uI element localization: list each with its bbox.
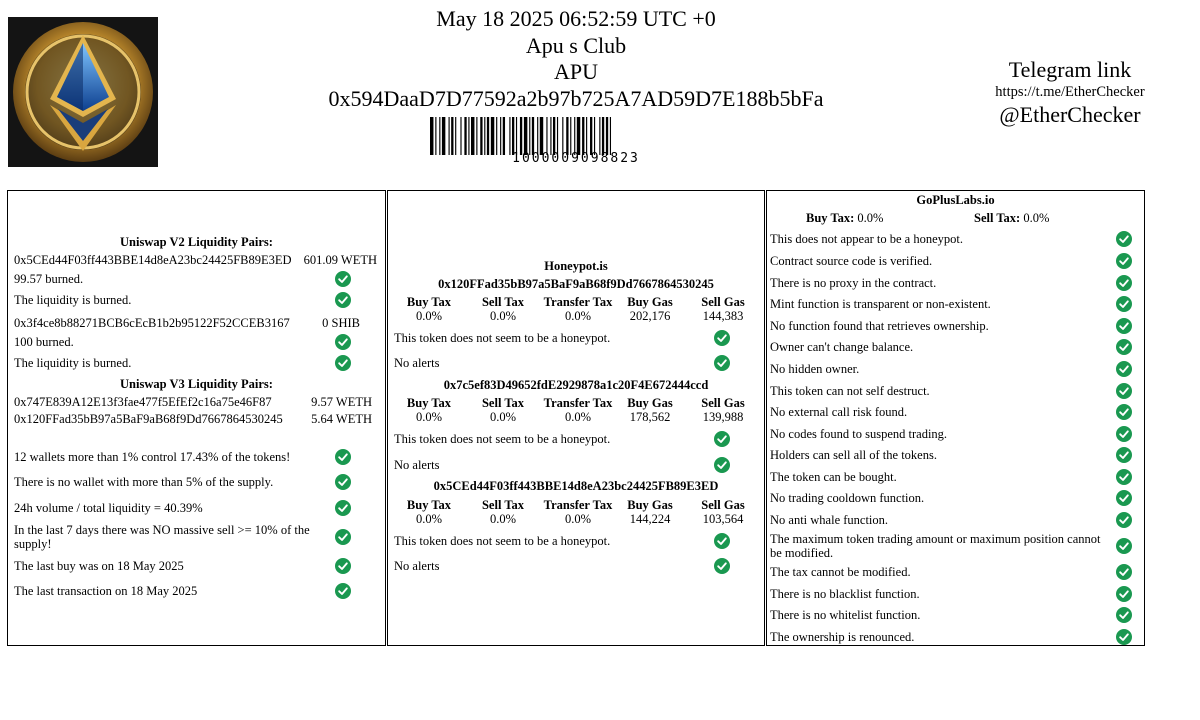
col-header: Sell Tax	[481, 498, 525, 512]
buy-gas-value: 202,176	[629, 309, 671, 323]
buy-tax-value: 0.0%	[415, 512, 443, 526]
alerts-text: No alerts	[394, 356, 440, 370]
check-text: No trading cooldown function.	[770, 491, 925, 505]
check-icon	[1116, 447, 1132, 463]
sell-gas-value: 103,564	[702, 512, 744, 526]
check-text: 12 wallets more than 1% control 17.43% of the tokens!	[14, 450, 291, 464]
check-text: The last transaction on 18 May 2025	[14, 584, 198, 598]
sell-tax-value: 0.0%	[1023, 211, 1050, 225]
check-icon	[335, 355, 351, 371]
check-text: There is no blacklist function.	[770, 587, 920, 601]
check-text: Holders can sell all of the tokens.	[770, 448, 937, 462]
transfer-tax-value: 0.0%	[564, 410, 592, 424]
pair-amount: 9.57 WETH	[311, 395, 372, 409]
col-header: Sell Gas	[701, 396, 745, 410]
barcode-image	[428, 117, 724, 155]
honeypot-pair-address[interactable]: 0x120FFad35bB97a5BaF9aB68f9Dd7667864530245	[438, 277, 714, 291]
token-name: Apu s Club	[525, 32, 627, 58]
col-header: Buy Gas	[627, 396, 673, 410]
honeypot-result: This token does not seem to be a honeypot.	[394, 432, 611, 446]
sell-tax-label: Sell Tax:	[974, 211, 1021, 225]
col-header: Buy Tax	[406, 396, 452, 410]
pair-address[interactable]: 0x3f4ce8b88271BCB6cEcB1b2b95122F52CCEB3167	[14, 316, 290, 330]
honeypot-result: This token does not seem to be a honeypot.	[394, 331, 611, 345]
check-text: No hidden owner.	[770, 362, 860, 376]
check-icon	[335, 529, 351, 545]
col-header: Transfer Tax	[543, 498, 613, 512]
buy-tax-value: 0.0%	[857, 211, 884, 225]
v3-pairs-title: Uniswap V3 Liquidity Pairs:	[120, 377, 273, 391]
telegram-url-link[interactable]: https://t.me/EtherChecker	[995, 84, 1145, 100]
honeypot-title: Honeypot.is	[544, 259, 608, 273]
check-icon	[1116, 469, 1132, 485]
honeypot-panel	[387, 190, 765, 646]
check-icon	[335, 558, 351, 574]
col-header: Transfer Tax	[543, 295, 613, 309]
check-icon	[335, 271, 351, 287]
liquidity-panel	[7, 190, 386, 646]
check-text: There is no proxy in the contract.	[770, 276, 937, 290]
buy-tax-value: 0.0%	[415, 309, 443, 323]
check-text: This token can not self destruct.	[770, 384, 930, 398]
pair-address[interactable]: 0x120FFad35bB97a5BaF9aB68f9Dd7667864530245	[14, 412, 283, 426]
check-text: The tax cannot be modified.	[770, 565, 911, 579]
sell-gas-value: 139,988	[702, 410, 744, 424]
check-icon	[335, 583, 351, 599]
burn-percent: 100 burned.	[14, 335, 74, 349]
check-icon	[1116, 607, 1132, 623]
goplus-title: GoPlusLabs.io	[916, 193, 995, 207]
check-icon	[714, 431, 730, 447]
check-icon	[1116, 629, 1132, 645]
check-icon	[1116, 318, 1132, 334]
telegram-block	[990, 56, 1150, 129]
check-text: There is no wallet with more than 5% of the supply.	[14, 475, 274, 489]
telegram-title: Telegram link	[1008, 57, 1132, 82]
col-header: Sell Tax	[481, 396, 525, 410]
burn-status: The liquidity is burned.	[14, 356, 132, 370]
check-icon	[714, 330, 730, 346]
burn-status: The liquidity is burned.	[14, 293, 132, 307]
sell-tax-value: 0.0%	[489, 410, 517, 424]
transfer-tax-value: 0.0%	[564, 309, 592, 323]
col-header: Buy Gas	[627, 498, 673, 512]
check-icon	[1116, 275, 1132, 291]
col-header: Buy Tax	[406, 295, 452, 309]
datetime: May 18 2025 06:52:59 UTC +0	[436, 6, 716, 31]
v2-pairs-title: Uniswap V2 Liquidity Pairs:	[120, 235, 273, 249]
alerts-text: No alerts	[394, 559, 440, 573]
buy-gas-value: 178,562	[629, 410, 671, 424]
check-icon	[1116, 512, 1132, 528]
col-header: Sell Gas	[701, 295, 745, 309]
check-icon	[1116, 231, 1132, 247]
buy-gas-value: 144,224	[629, 512, 671, 526]
check-text: No codes found to suspend trading.	[770, 427, 948, 441]
check-text: Owner can't change balance.	[770, 340, 914, 354]
sell-tax-value: 0.0%	[489, 309, 517, 323]
check-text: The ownership is renounced.	[770, 630, 915, 644]
check-icon	[335, 449, 351, 465]
check-text: There is no whitelist function.	[770, 608, 921, 622]
check-icon	[1116, 253, 1132, 269]
pair-amount: 601.09 WETH	[303, 253, 377, 267]
check-text: 24h volume / total liquidity = 40.39%	[14, 501, 203, 515]
honeypot-pair-address[interactable]: 0x7c5ef83D49652fdE2929878a1c20F4E672444ccd	[443, 378, 709, 392]
check-text: No anti whale function.	[770, 513, 889, 527]
sell-tax-value: 0.0%	[489, 512, 517, 526]
col-header: Sell Tax	[481, 295, 525, 309]
check-icon	[714, 355, 730, 371]
token-symbol: APU	[553, 59, 598, 84]
check-icon	[1116, 383, 1132, 399]
col-header: Buy Gas	[627, 295, 673, 309]
check-icon	[1116, 404, 1132, 420]
check-icon	[335, 500, 351, 516]
contract-address[interactable]: 0x594DaaD7D77592a2b97b725A7AD59D7E188b5bFa	[328, 85, 824, 111]
token-header	[326, 6, 826, 165]
honeypot-pair-address[interactable]: 0x5CEd44F03ff443BBE14d8eA23bc24425FB89E3ED	[433, 479, 719, 493]
pair-address[interactable]: 0x747E839A12E13f3fae477f5EfEf2c16a75e46F87	[14, 395, 272, 409]
check-icon	[1116, 296, 1132, 312]
honeypot-result: This token does not seem to be a honeypot.	[394, 534, 611, 548]
check-icon	[714, 533, 730, 549]
alerts-text: No alerts	[394, 458, 440, 472]
check-icon	[335, 474, 351, 490]
transfer-tax-value: 0.0%	[564, 512, 592, 526]
check-icon	[1116, 490, 1132, 506]
check-text: This does not appear to be a honeypot.	[770, 232, 964, 246]
pair-amount: 5.64 WETH	[311, 412, 372, 426]
barcode-number: 1000009098823	[512, 151, 640, 166]
check-icon	[714, 457, 730, 473]
col-header: Transfer Tax	[543, 396, 613, 410]
col-header: Buy Tax	[406, 498, 452, 512]
check-icon	[1116, 361, 1132, 377]
check-text: The maximum token trading amount or maximum position cannot be modified.	[770, 532, 1101, 560]
check-text: In the last 7 days there was NO massive sell >= 10% of the supply!	[14, 523, 310, 551]
pair-address[interactable]: 0x5CEd44F03ff443BBE14d8eA23bc24425FB89E3ED	[14, 253, 292, 267]
check-icon	[714, 558, 730, 574]
check-icon	[1116, 538, 1132, 554]
check-icon	[1116, 426, 1132, 442]
check-text: The token can be bought.	[770, 470, 897, 484]
sell-gas-value: 144,383	[702, 309, 744, 323]
check-icon	[335, 334, 351, 350]
col-header: Sell Gas	[701, 498, 745, 512]
check-text: No external call risk found.	[770, 405, 908, 419]
burn-percent: 99.57 burned.	[14, 272, 84, 286]
check-icon	[1116, 564, 1132, 580]
pair-amount: 0 SHIB	[322, 316, 360, 330]
check-text: The last buy was on 18 May 2025	[14, 559, 184, 573]
buy-tax-value: 0.0%	[415, 410, 443, 424]
check-text: Contract source code is verified.	[770, 254, 933, 268]
check-icon	[1116, 586, 1132, 602]
check-text: No function found that retrieves ownership.	[770, 319, 989, 333]
telegram-handle[interactable]: @EtherChecker	[999, 102, 1141, 127]
goplus-panel	[766, 190, 1145, 646]
buy-tax-label: Buy Tax:	[806, 211, 855, 225]
check-icon	[335, 292, 351, 308]
check-text: Mint function is transparent or non-existent.	[770, 297, 991, 311]
ethereum-logo-image	[8, 17, 158, 167]
check-icon	[1116, 339, 1132, 355]
